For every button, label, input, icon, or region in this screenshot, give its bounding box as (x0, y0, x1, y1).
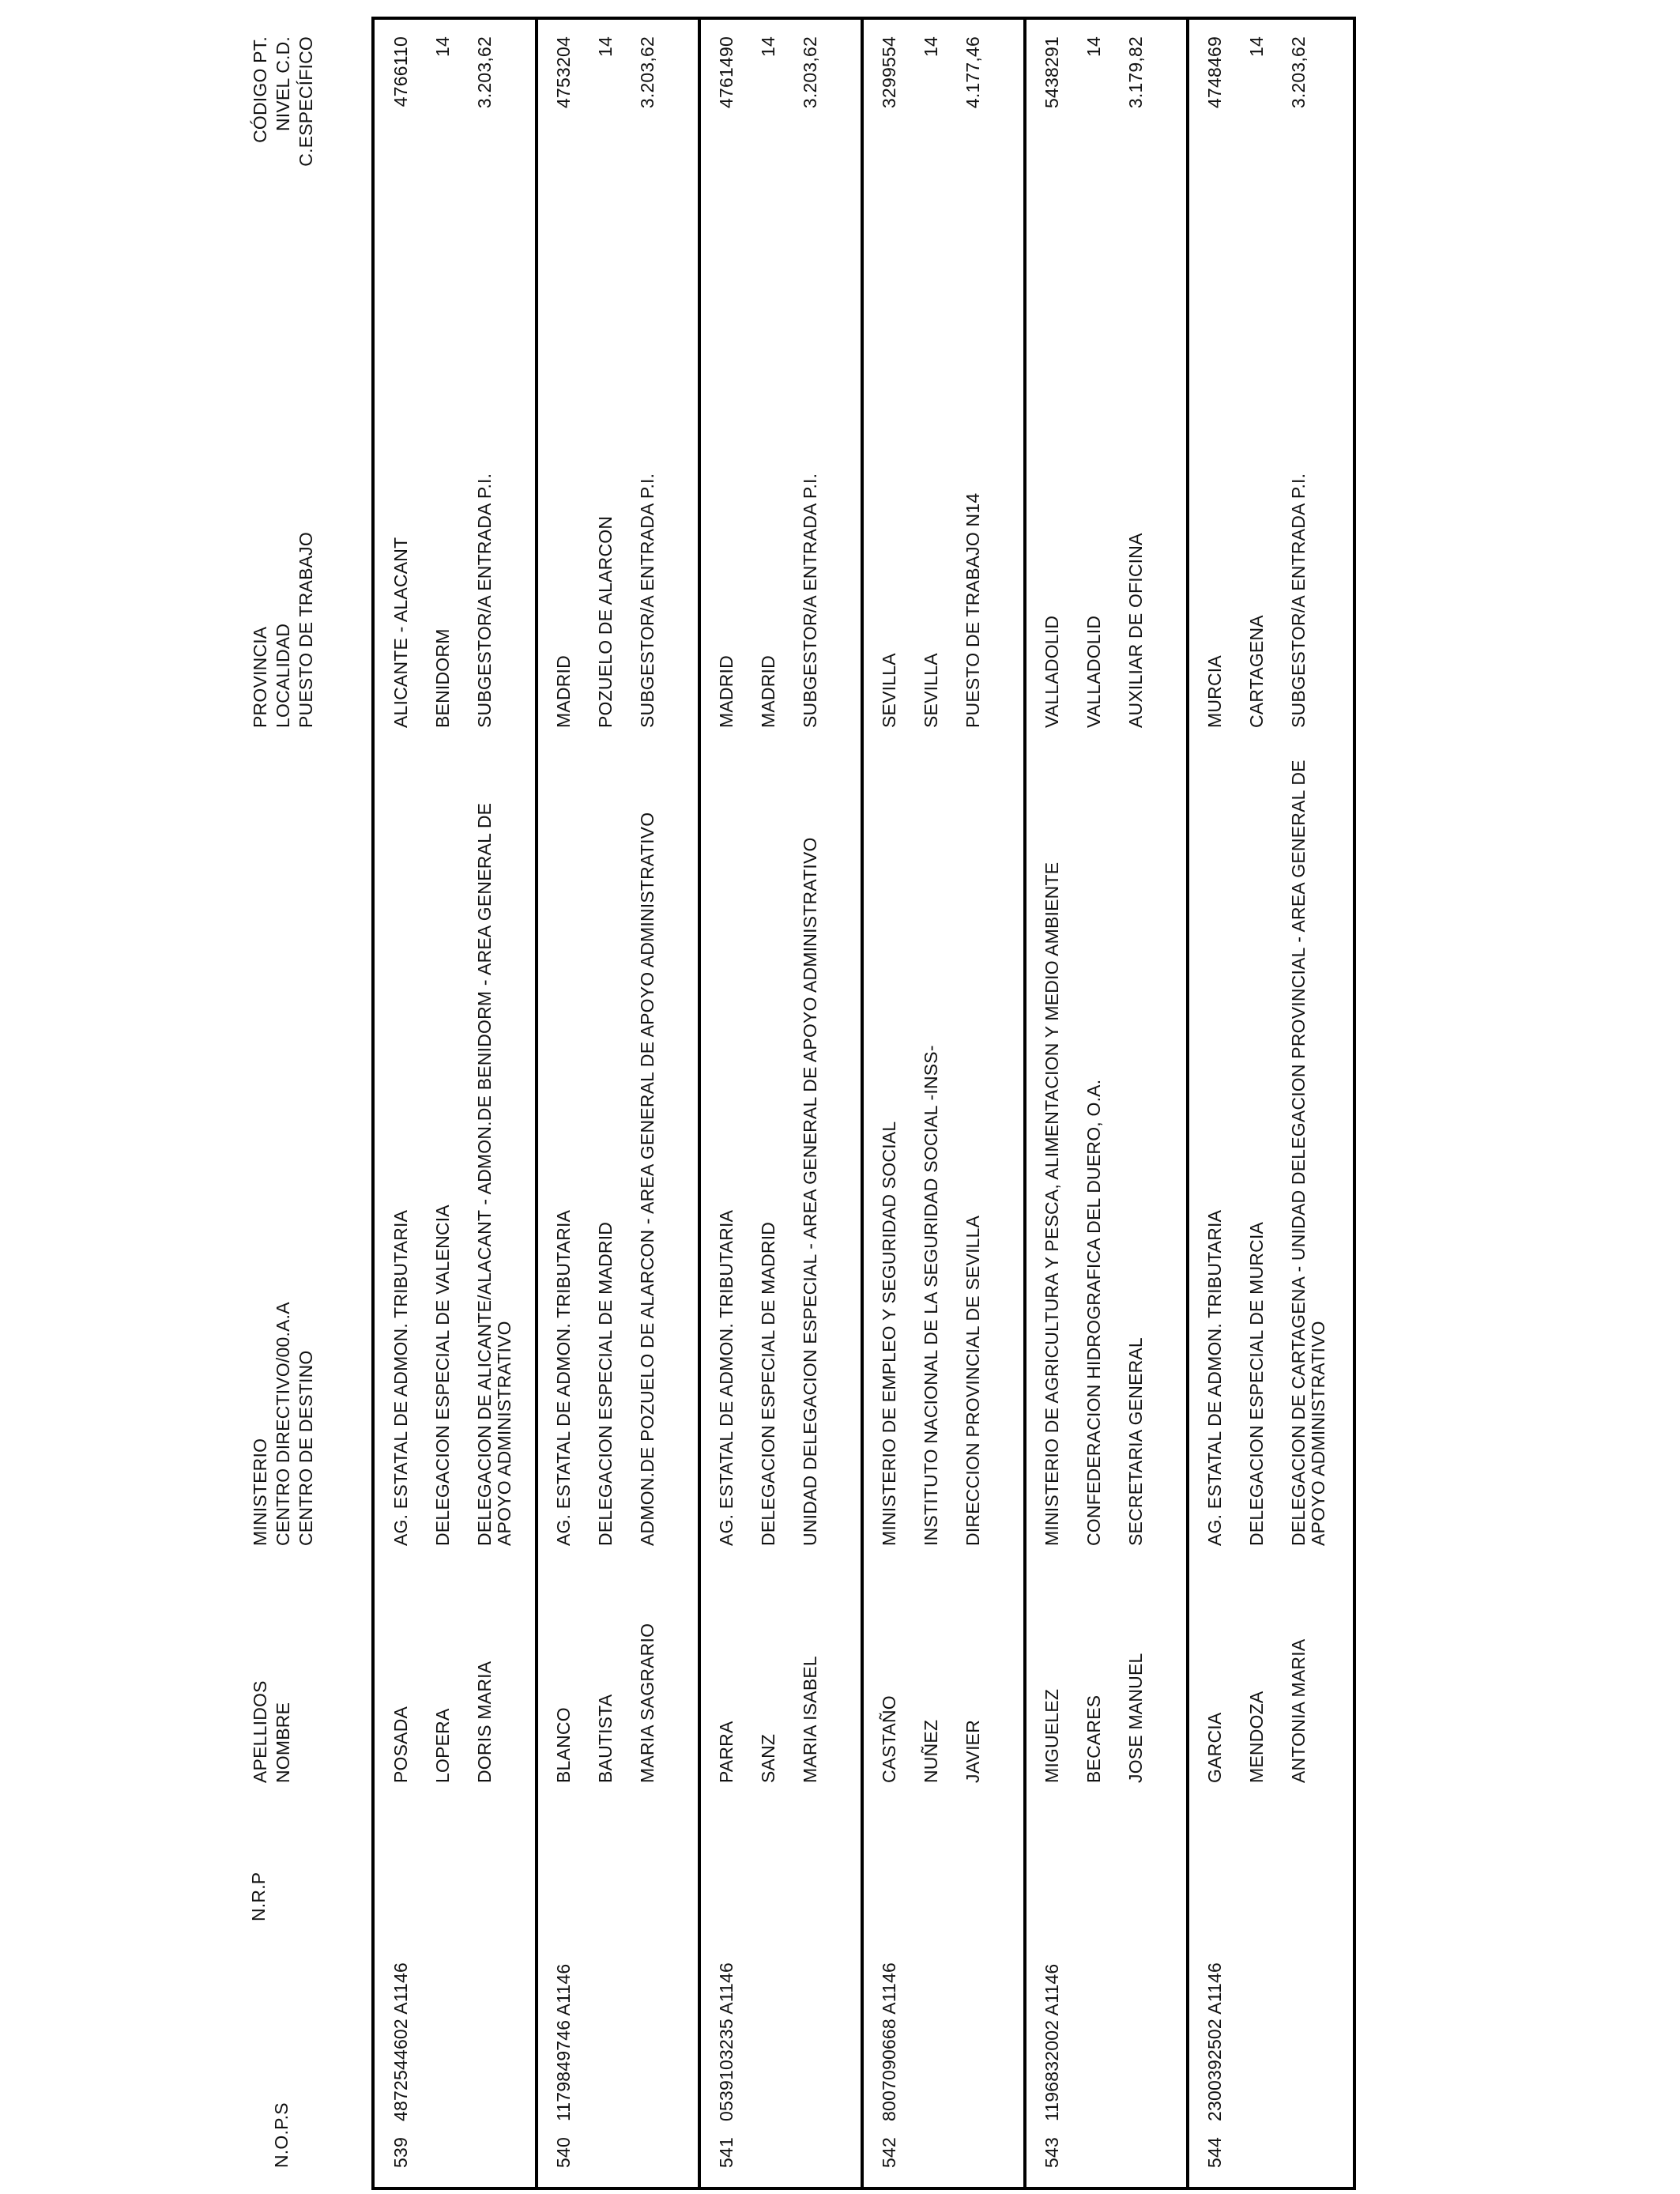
row-divider (1186, 17, 1189, 2190)
record-puesto: SUBGESTOR/A ENTRADA P.I. (800, 473, 820, 728)
record-apellido-1: PARRA (716, 1721, 736, 1783)
record-nivel-cd: 14 (921, 36, 941, 57)
record-nombre: MARIA ISABEL (800, 1656, 820, 1783)
record-nombre: DORIS MARIA (474, 1661, 495, 1783)
record-nops: 541 (716, 2137, 736, 2168)
record-localidad: VALLADOLID (1083, 615, 1104, 728)
row-divider (861, 17, 864, 2190)
record-nrp: 1179849746 A1146 (553, 1963, 574, 2121)
record-nops: 540 (553, 2137, 574, 2168)
header-puesto-line: PUESTO DE TRABAJO (296, 532, 316, 728)
record-apellido-1: CASTAÑO (879, 1695, 899, 1783)
record-provincia: ALICANTE - ALACANT (390, 537, 411, 728)
header-centro-destino-line: CENTRO DE DESTINO (296, 1350, 316, 1546)
record-centro-directivo: DELEGACION ESPECIAL DE MADRID (758, 1221, 778, 1546)
record-centro-directivo: DELEGACION ESPECIAL DE VALENCIA (432, 1204, 453, 1546)
record-centro-destino: ADMON.DE POZUELO DE ALARCON - AREA GENERAL DE APOYO ADMINISTRATIVO (637, 812, 657, 1546)
record-centro-directivo: DELEGACION ESPECIAL DE MADRID (595, 1221, 616, 1546)
record-nombre: JOSE MANUEL (1125, 1653, 1146, 1783)
record-centro-destino: DIRECCION PROVINCIAL DE SEVILLA (962, 1215, 983, 1546)
record-apellido-1: GARCIA (1204, 1712, 1225, 1783)
record-nivel-cd: 14 (1083, 36, 1104, 57)
record-nombre: JAVIER (962, 1719, 983, 1783)
record-provincia: VALLADOLID (1042, 615, 1062, 728)
record-provincia: SEVILLA (879, 653, 899, 728)
record-ministerio: AG. ESTATAL DE ADMON. TRIBUTARIA (1204, 1209, 1225, 1546)
record-puesto: AUXILIAR DE OFICINA (1125, 533, 1146, 728)
record-centro-directivo: DELEGACION ESPECIAL DE MURCIA (1246, 1221, 1267, 1546)
record-codigo-pt: 4753204 (553, 36, 574, 108)
record-puesto: SUBGESTOR/A ENTRADA P.I. (637, 473, 657, 728)
record-apellido-2: SANZ (758, 1733, 778, 1783)
header-nops: N.O.P.S (271, 2102, 292, 2168)
record-centro-destino: DELEGACION DE ALICANTE/ALACANT - ADMON.DE BENIDORM - AREA GENERAL DE APOYO ADMINISTRATIVO (474, 802, 514, 1546)
record-nrp: 8007090668 A1146 (879, 1962, 899, 2121)
record-nivel-cd: 14 (595, 36, 616, 57)
header-apellidos-line: APELLIDOS (250, 1680, 270, 1783)
record-localidad: CARTAGENA (1246, 615, 1267, 728)
record-provincia: MADRID (553, 655, 574, 728)
record-localidad: MADRID (758, 655, 778, 728)
record-apellido-2: LOPERA (432, 1708, 453, 1783)
record-centro-destino: UNIDAD DELEGACION ESPECIAL - AREA GENERAL DE APOYO ADMINISTRATIVO (800, 837, 820, 1546)
header-ministerio (249, 1302, 318, 1546)
record-localidad: BENIDORM (432, 628, 453, 728)
record-nombre: ANTONIA MARIA (1288, 1638, 1309, 1783)
record-nrp: 4872544602 A1146 (390, 1962, 411, 2121)
record-ministerio: MINISTERIO DE AGRICULTURA Y PESCA, ALIMENTACION Y MEDIO AMBIENTE (1042, 861, 1062, 1546)
record-apellido-2: BECARES (1083, 1695, 1104, 1783)
record-nrp: 1196832002 A1146 (1042, 1963, 1062, 2121)
header-nombre-line: NOMBRE (273, 1702, 293, 1783)
record-puesto: PUESTO DE TRABAJO N14 (962, 492, 983, 728)
record-provincia: MADRID (716, 655, 736, 728)
record-ministerio: AG. ESTATAL DE ADMON. TRIBUTARIA (553, 1209, 574, 1546)
header-provincia (249, 532, 318, 728)
record-apellido-2: BAUTISTA (595, 1694, 616, 1783)
record-c-especifico: 3.203,62 (637, 36, 657, 109)
record-nombre: MARIA SAGRARIO (637, 1623, 657, 1783)
record-c-especifico: 3.203,62 (800, 36, 820, 109)
record-c-especifico: 3.179,82 (1125, 36, 1146, 109)
record-ministerio: AG. ESTATAL DE ADMON. TRIBUTARIA (390, 1209, 411, 1546)
record-nrp: 0539103235 A1146 (716, 1962, 736, 2121)
header-especifico-line: C.ESPECÍFICO (296, 36, 316, 167)
record-nops: 544 (1204, 2137, 1225, 2168)
record-codigo-pt: 4766110 (390, 36, 411, 107)
record-codigo-pt: 4761490 (716, 36, 736, 108)
record-centro-directivo: INSTITUTO NACIONAL DE LA SEGURIDAD SOCIAL -INSS- (921, 1045, 941, 1546)
record-apellido-2: NUÑEZ (921, 1719, 941, 1783)
record-nops: 542 (879, 2137, 899, 2168)
record-puesto: SUBGESTOR/A ENTRADA P.I. (474, 473, 495, 728)
record-c-especifico: 3.203,62 (1288, 36, 1309, 109)
record-provincia: MURCIA (1204, 655, 1225, 728)
record-centro-destino: SECRETARIA GENERAL (1125, 1337, 1146, 1546)
record-nops: 539 (390, 2137, 411, 2168)
record-nivel-cd: 14 (758, 36, 778, 57)
header-provincia-line: PROVINCIA (250, 626, 270, 728)
record-nivel-cd: 14 (432, 36, 453, 57)
header-nrp: N.R.P (248, 1872, 269, 1921)
record-localidad: SEVILLA (921, 653, 941, 728)
record-apellido-1: BLANCO (553, 1707, 574, 1783)
record-c-especifico: 3.203,62 (474, 36, 495, 109)
record-nops: 543 (1042, 2137, 1062, 2168)
record-ministerio: AG. ESTATAL DE ADMON. TRIBUTARIA (716, 1209, 736, 1546)
header-nivel-line: NIVEL C.D. (273, 36, 293, 132)
header-centro-directivo-line: CENTRO DIRECTIVO/00.A.A (273, 1302, 293, 1546)
header-codigo (249, 36, 318, 218)
row-divider (698, 17, 701, 2190)
header-codigo-line: CÓDIGO PT. (250, 36, 270, 143)
record-puesto: SUBGESTOR/A ENTRADA P.I. (1288, 473, 1309, 728)
record-localidad: POZUELO DE ALARCON (595, 515, 616, 728)
header-localidad-line: LOCALIDAD (273, 623, 293, 728)
record-codigo-pt: 3299554 (879, 36, 899, 108)
record-apellido-2: MENDOZA (1246, 1691, 1267, 1783)
record-apellido-1: MIGUELEZ (1042, 1688, 1062, 1783)
record-nrp: 2300392502 A1146 (1204, 1962, 1225, 2121)
record-codigo-pt: 4748469 (1204, 36, 1225, 108)
record-nivel-cd: 14 (1246, 36, 1267, 57)
header-apellidos (249, 1680, 295, 1783)
record-codigo-pt: 5438291 (1042, 36, 1062, 108)
record-centro-directivo: CONFEDERACION HIDROGRAFICA DEL DUERO, O.A. (1083, 1079, 1104, 1546)
record-centro-destino: DELEGACION DE CARTAGENA - UNIDAD DELEGACION PROVINCIAL - AREA GENERAL DE APOYO ADMINISTRATIVO (1288, 760, 1328, 1546)
record-ministerio: MINISTERIO DE EMPLEO Y SEGURIDAD SOCIAL (879, 1121, 899, 1546)
record-c-especifico: 4.177,46 (962, 36, 983, 109)
record-apellido-1: POSADA (390, 1706, 411, 1783)
header-ministerio-line: MINISTERIO (250, 1438, 270, 1546)
row-divider (1023, 17, 1026, 2190)
row-divider (535, 17, 538, 2190)
